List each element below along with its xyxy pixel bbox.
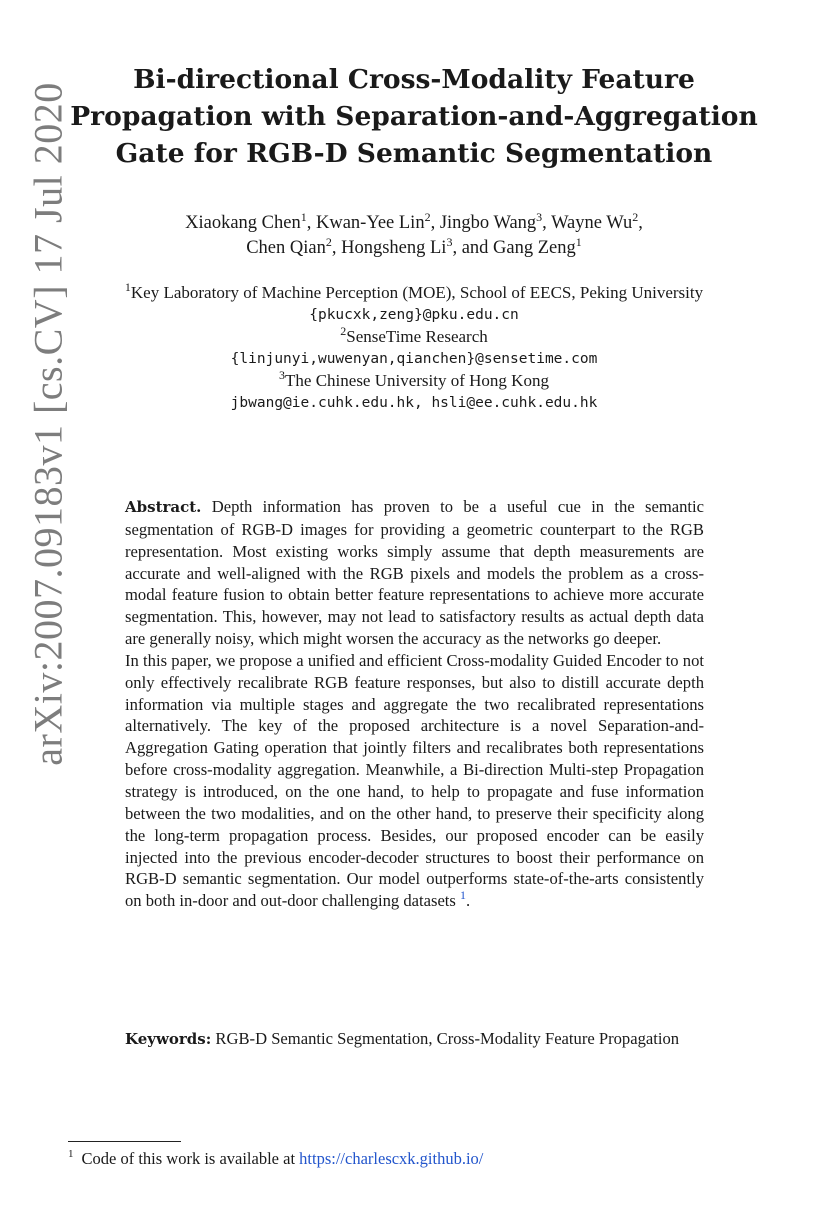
- affiliation-1: [60, 282, 768, 304]
- author-line-1: [60, 211, 768, 236]
- abstract: [125, 496, 704, 912]
- author-sep: ,: [430, 213, 440, 233]
- affiliation-2-email[interactable]: {linjunyi,wuwenyan,qianchen}@sensetime.com: [230, 351, 598, 367]
- author-affil-mark: 1: [300, 210, 307, 224]
- abstract-heading: Abstract.: [125, 498, 202, 516]
- abstract-text: Depth information has proven to be a useful cue in the semantic segmentation of RGB-D images for providing a geometric counterpart to the RGB representation. Most existing works simply assume that depth measurements are accurate and well-aligned with the RGB pixels and models the problem as a cross-modal feature fusion to obtain better feature representations to achieve more accurate segmentation. This, however, may not lead to satisfactory results as actual depth data are generally noisy, which might worsen the accuracy as the networks go deeper.: [125, 497, 704, 649]
- author-name: Chen Qian: [246, 238, 326, 258]
- affiliation-2: [60, 326, 768, 348]
- affil-mark: 3: [279, 368, 286, 382]
- title-line: Bi-directional Cross-Modality Feature: [133, 64, 695, 95]
- author-sep: , and: [452, 238, 494, 258]
- footnote-mark: 1: [68, 1148, 74, 1160]
- affiliation-3-email[interactable]: jbwang@ie.cuhk.edu.hk, hsli@ee.cuhk.edu.hk: [230, 395, 598, 411]
- affil-mark: 2: [340, 324, 347, 338]
- paper-title: [60, 61, 768, 172]
- author-affil-mark: 2: [325, 235, 332, 249]
- abstract-text: In this paper, we propose a unified and efficient Cross-modality Guided Encoder to not only effectively recalibrate RGB feature responses, but also to distill accurate depth information via multiple stages and aggregate the two recalibrated representations alternatively. The key of the proposed architecture is a novel Separation-and-Aggregation Gating operation that jointly filters and recalibrates both representations before cross-modality aggregation. Meanwhile, a Bi-direction Multi-step Propagation strategy is introduced, on the one hand, to help to propagate and fuse information between the two modalities, and on the other hand, to preserve their specificity along the long-term propagation process. Besides, our proposed encoder can be easily injected into the previous encoder-decoder structures to boost their performance on RGB-D semantic segmentation. Our model outperforms state-of-the-arts consistently on both in-door and out-door challenging datasets: [125, 650, 704, 911]
- author-line-2: [60, 236, 768, 261]
- affiliation-1-email[interactable]: {pkucxk,zeng}@pku.edu.cn: [309, 307, 519, 323]
- title-line: Propagation with Separation-and-Aggregation: [70, 101, 758, 132]
- author-affil-mark: 3: [446, 235, 453, 249]
- author-affil-mark: 3: [536, 210, 543, 224]
- affil-text: The Chinese University of Hong Kong: [285, 371, 549, 390]
- footnote-text: Code of this work is available at: [81, 1149, 300, 1168]
- keywords: [125, 1028, 704, 1051]
- author-name: Xiaokang Chen: [185, 213, 301, 233]
- title-line: Gate for RGB-D Semantic Segmentation: [115, 138, 713, 169]
- abstract-paragraph-2: [125, 650, 704, 912]
- abstract-paragraph-1: [125, 496, 704, 650]
- affiliation-3: [60, 370, 768, 392]
- author-sep: ,: [542, 213, 552, 233]
- keywords-text: RGB-D Semantic Segmentation, Cross-Modality Feature Propagation: [215, 1029, 680, 1048]
- affil-text: SenseTime Research: [346, 327, 488, 346]
- author-affil-mark: 1: [575, 235, 582, 249]
- author-affil-mark: 2: [424, 210, 431, 224]
- author-affil-mark: 2: [632, 210, 639, 224]
- author-sep: ,: [306, 213, 316, 233]
- affil-text: Key Laboratory of Machine Perception (MOE), School of EECS, Peking University: [130, 283, 704, 302]
- footnote-ref[interactable]: 1: [460, 888, 467, 903]
- author-name: Jingbo Wang: [439, 213, 537, 233]
- abstract-period: .: [466, 891, 471, 911]
- author-name: Hongsheng Li: [341, 238, 447, 258]
- affil-mark: 1: [124, 280, 131, 294]
- affiliations: [60, 282, 768, 414]
- author-list: [60, 211, 768, 261]
- keywords-heading: Keywords:: [125, 1030, 212, 1048]
- footnote-divider: [68, 1141, 181, 1142]
- footnote: [68, 1148, 483, 1169]
- author-name: Kwan-Yee Lin: [315, 213, 425, 233]
- author-name: Wayne Wu: [551, 213, 633, 233]
- code-link[interactable]: https://charlescxk.github.io/: [299, 1149, 484, 1168]
- arxiv-stamp: arXiv:2007.09183v1 [cs.CV] 17 Jul 2020: [25, 82, 71, 766]
- author-name: Gang Zeng: [493, 238, 576, 258]
- author-sep: ,: [638, 213, 643, 233]
- author-sep: ,: [331, 238, 342, 258]
